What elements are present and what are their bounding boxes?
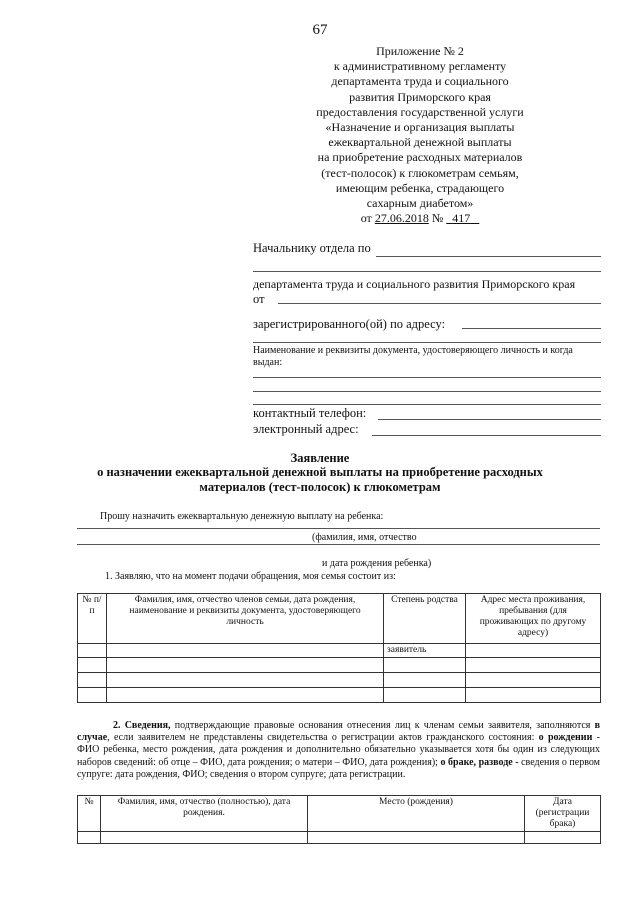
appendix-line: предоставления государственной услуги (316, 104, 524, 119)
table-cell[interactable] (384, 673, 466, 688)
table-cell[interactable] (308, 832, 525, 844)
phone-field[interactable] (378, 419, 601, 420)
col-header-date: Дата (регистрации брака) (525, 796, 601, 832)
section2-bold: в случае (77, 720, 601, 744)
section2-text: - ФИО ребенка, место рождения, дата рождения и дополнительно обязательно указывается хотя бы один из следующих наборов сведений: об отце – ФИО, дата рождения; о матери – ФИО, дата рождения); (77, 732, 600, 768)
table-cell[interactable] (107, 644, 384, 658)
section2-bold: о браке, разводе - (440, 756, 519, 768)
col-header-name: Фамилия, имя, отчество (полностью), дата рождения. (101, 796, 308, 832)
table-cell[interactable] (107, 673, 384, 688)
child-caption-2: и дата рождения ребенка) (322, 558, 432, 569)
table-cell[interactable] (466, 673, 601, 688)
col-header-number: № п/п (78, 594, 107, 644)
id-document-field[interactable] (253, 377, 601, 378)
date-prefix: от (360, 211, 372, 226)
section2-bold: о рождении (538, 732, 593, 744)
address-field[interactable] (462, 328, 601, 329)
id-document-field-2[interactable] (253, 391, 601, 392)
appendix-line: к административному регламенту (333, 59, 507, 74)
email-label: электронный адрес: (253, 422, 359, 436)
col-header-number: № (78, 796, 101, 832)
child-field-2[interactable] (77, 544, 600, 545)
table-cell[interactable] (78, 644, 107, 658)
id-document-field-3[interactable] (253, 404, 601, 405)
table-cell[interactable] (466, 644, 601, 658)
table-cell[interactable] (466, 658, 601, 673)
section2-text: , если заявителем не представлены свидетельства о регистрации актов гражданского состояния: (107, 732, 539, 744)
col-header-relation: Степень родства (384, 594, 466, 644)
table-cell[interactable] (107, 658, 384, 673)
child-field[interactable] (77, 528, 600, 529)
appendix-line: департамента труда и социального (331, 74, 509, 89)
appendix-line: на приобретение расходных материалов (317, 150, 523, 165)
section1-text: 1. Заявляю, что на момент подачи обращения, моя семья состоит из: (105, 571, 396, 582)
id-document-label: Наименование и реквизиты документа, удостоверяющего личность и когда выдан: (253, 345, 573, 368)
request-text: Прошу назначить ежеквартальную денежную выплату на ребенка: (100, 511, 384, 522)
appendix-block (300, 44, 540, 226)
appendix-line: имеющим ребенка, страдающего (335, 180, 505, 195)
to-chief-label: Начальнику отдела по (253, 241, 371, 255)
section2-lead: 2. Сведения, (113, 720, 171, 731)
appendix-line: «Назначение и организация выплаты (325, 120, 515, 135)
email-field[interactable] (372, 435, 601, 436)
appendix-line: Приложение № 2 (376, 44, 464, 58)
applicant-cell: заявитель (384, 644, 466, 658)
table-cell[interactable] (78, 688, 107, 703)
phone-label: контактный телефон: (253, 406, 367, 420)
section2-text: сведения о первом супруге: дата рождения, ФИО; сведения о втором супруге; дата регистрации. (77, 756, 600, 780)
date-value: 27.06.2018 (374, 211, 429, 226)
registered-label: зарегистрированного(ой) по адресу: (253, 317, 446, 331)
appendix-line: развития Приморского края (349, 89, 491, 104)
family-table (77, 593, 601, 703)
table-cell[interactable] (107, 688, 384, 703)
child-caption-1: (фамилия, имя, отчество (312, 532, 417, 543)
page-number: 67 (312, 22, 328, 38)
appendix-date-line (300, 211, 540, 226)
document-title: Заявление (290, 451, 350, 465)
address-field-2[interactable] (253, 342, 601, 343)
table-cell[interactable] (101, 832, 308, 844)
number-value: 417 (452, 211, 471, 226)
col-header-name: Фамилия, имя, отчество членов семьи, дата рождения, наименование и реквизиты документа, удостоверяющего личность (107, 594, 384, 644)
table-cell[interactable] (78, 673, 107, 688)
appendix-line: сахарным диабетом» (366, 196, 474, 211)
col-header-place: Место (рождения) (308, 796, 525, 832)
registration-table (77, 795, 601, 844)
section2-text: подтверждающие правовые основания отнесения лиц к членам семьи заявителя, заполняются (170, 720, 595, 731)
table-cell[interactable] (384, 688, 466, 703)
from-label: от (253, 292, 265, 306)
department-label: департамента труда и социального развития Приморского края (253, 277, 576, 291)
table-cell[interactable] (78, 832, 101, 844)
table-cell[interactable] (525, 832, 601, 844)
blank-line[interactable] (253, 271, 601, 272)
document-subtitle-1: о назначении ежеквартальной денежной выплаты на приобретение расходных (97, 465, 543, 479)
appendix-line: (тест-полосок) к глюкометрам семьям, (321, 165, 519, 180)
to-chief-field[interactable] (376, 256, 601, 257)
number-prefix: № (431, 211, 444, 226)
table-cell[interactable] (466, 688, 601, 703)
table-cell[interactable] (384, 658, 466, 673)
from-field[interactable] (278, 303, 601, 304)
document-subtitle-2: материалов (тест-полосок) к глюкометрам (199, 480, 441, 494)
col-header-address: Адрес места проживания, пребывания (для проживающих по другому адресу) (466, 594, 601, 644)
section2-paragraph (77, 720, 600, 781)
table-cell[interactable] (78, 658, 107, 673)
appendix-line: ежеквартальной денежной выплаты (328, 135, 512, 150)
